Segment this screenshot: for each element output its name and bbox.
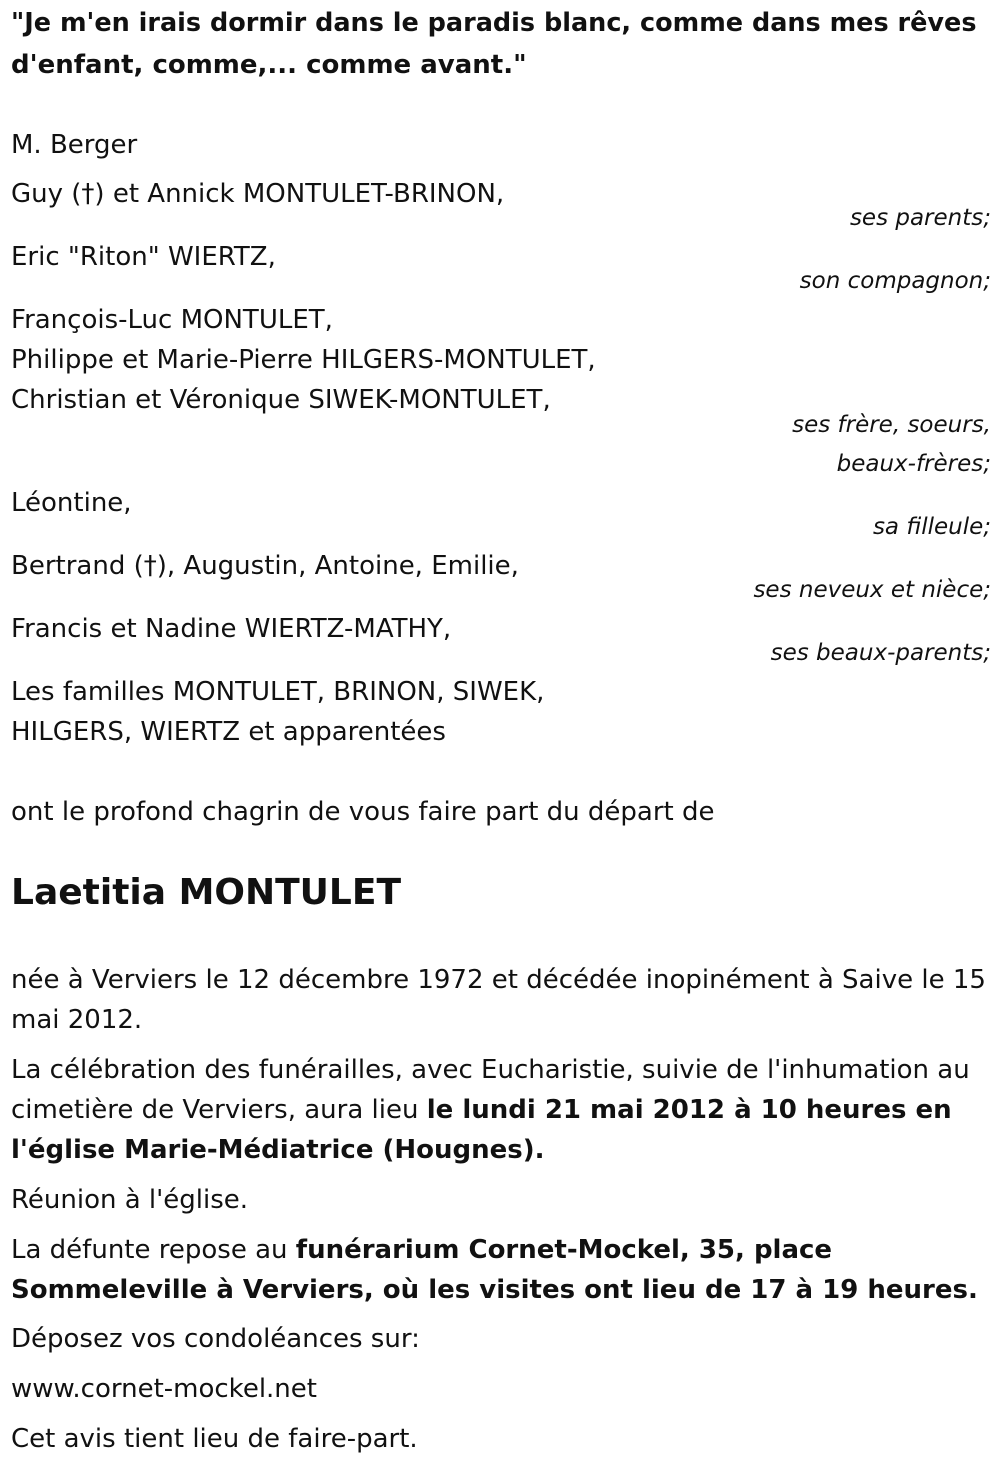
birth-line-2: mai 2012. (11, 1005, 143, 1035)
role-siblings-2: beaux-frères; (836, 451, 991, 477)
funeral-text: cimetière de Verviers, aura lieu (11, 1095, 427, 1125)
birth-line-1: née à Verviers le 12 décembre 1972 et décédée inopinément à Saive le 15 (11, 965, 986, 995)
family-sibling-2: Philippe et Marie-Pierre HILGERS-MONTULET, (11, 345, 596, 375)
families-line-1: Les familles MONTULET, BRINON, SIWEK, (11, 677, 545, 707)
role-companion: son compagnon; (799, 268, 991, 294)
funeral-date: le lundi 21 mai 2012 à 10 heures en (426, 1095, 952, 1125)
families-line-2: HILGERS, WIERTZ et apparentées (11, 717, 446, 747)
role-siblings-1: ses frère, soeurs, (792, 412, 991, 438)
family-sibling-1: François-Luc MONTULET, (11, 305, 333, 335)
funeral-church: l'église Marie-Médiatrice (Hougnes). (11, 1135, 545, 1165)
family-nephews: Bertrand (†), Augustin, Antoine, Emilie, (11, 551, 519, 581)
quote-line-1: "Je m'en irais dormir dans le paradis blanc, comme dans mes rêves (11, 8, 977, 38)
family-parents: Guy (†) et Annick MONTULET-BRINON, (11, 179, 505, 209)
family-companion: Eric "Riton" WIERTZ, (11, 242, 276, 272)
role-parents: ses parents; (849, 205, 991, 231)
family-berger: M. Berger (11, 130, 138, 160)
role-nephews: ses neveux et nièce; (753, 577, 991, 603)
family-goddaughter: Léontine, (11, 488, 132, 518)
deceased-name: Laetitia MONTULET (11, 872, 402, 913)
family-sibling-3: Christian et Véronique SIWEK-MONTULET, (11, 385, 551, 415)
website-link[interactable]: www.cornet-mockel.net (11, 1374, 317, 1404)
role-goddaughter: sa filleule; (872, 514, 991, 540)
repose-line-1 (11, 1235, 832, 1265)
role-inlaws: ses beaux-parents; (770, 640, 991, 666)
repose-place: funérarium Cornet-Mockel, 35, place (295, 1235, 833, 1265)
repose-line-2: Sommeleville à Verviers, où les visites ont lieu de 17 à 19 heures. (11, 1275, 978, 1305)
quote-line-2: d'enfant, comme,... comme avant." (11, 50, 527, 80)
funeral-line-1: La célébration des funérailles, avec Eucharistie, suivie de l'inhumation au (11, 1055, 970, 1085)
family-inlaws: Francis et Nadine WIERTZ-MATHY, (11, 614, 452, 644)
announcement: ont le profond chagrin de vous faire part du départ de (11, 797, 715, 827)
funeral-line-2 (11, 1095, 952, 1125)
meeting-text: Réunion à l'église. (11, 1185, 249, 1215)
condolences-text: Déposez vos condoléances sur: (11, 1324, 420, 1354)
obituary-notice (11, 0, 991, 1473)
repose-text: La défunte repose au (11, 1235, 296, 1265)
notice-text: Cet avis tient lieu de faire-part. (11, 1424, 418, 1454)
